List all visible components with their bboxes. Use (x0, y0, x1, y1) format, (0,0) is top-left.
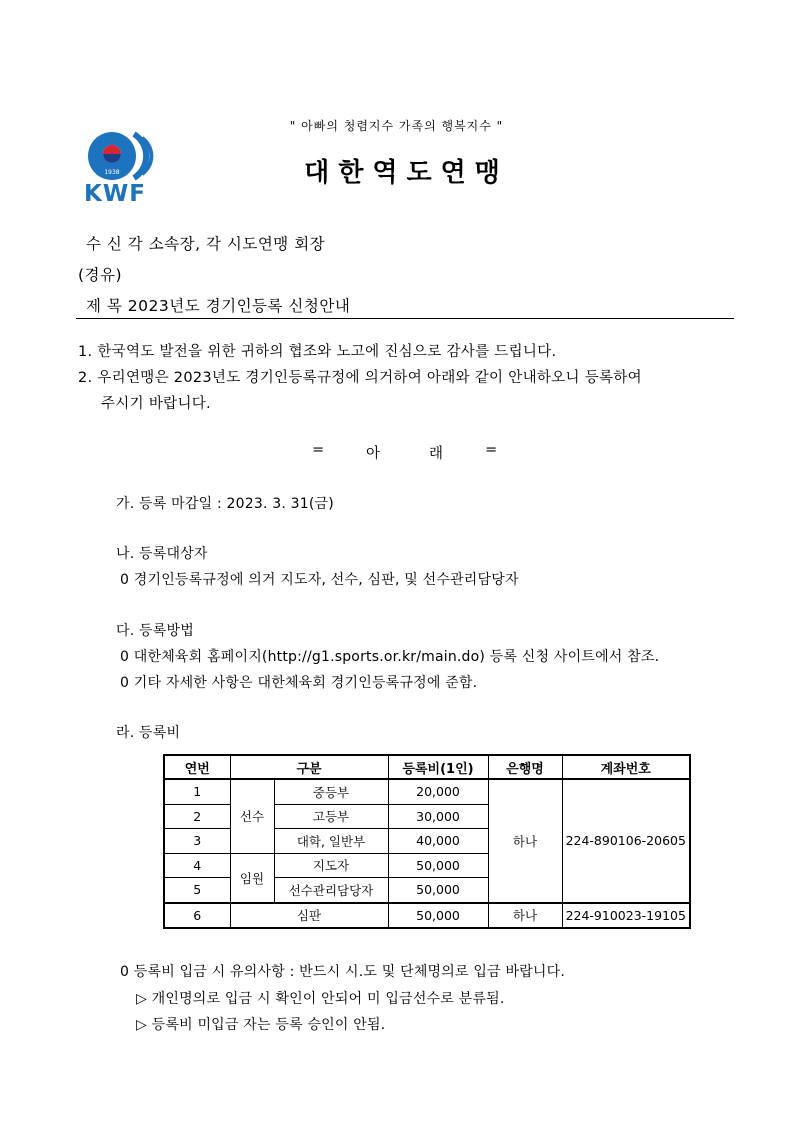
note-main: 0 등록비 입금 시 유의사항 : 반드시 시.도 및 단체명의로 입금 바랍니다. (120, 964, 566, 980)
header-bank: 은행명 (488, 755, 562, 779)
group-staff: 임원 (230, 853, 274, 903)
row-no: 3 (164, 829, 230, 854)
row-category: 선수관리담당자 (274, 878, 388, 903)
header-category: 구분 (230, 755, 388, 779)
organization-name: 대한역도연맹 (304, 158, 509, 188)
row-fee: 20,000 (388, 779, 488, 804)
section-ga-deadline: 가. 등록 마감일 : 2023. 3. 31(금) (116, 496, 334, 512)
header-fee: 등록비(1인) (388, 755, 488, 779)
section-na-item: 0 경기인등록규정에 의거 지도자, 선수, 심판, 및 선수관리담당자 (120, 572, 519, 588)
section-da-title: 다. 등록방법 (116, 623, 194, 639)
header-account: 계좌번호 (562, 755, 690, 779)
row-no: 6 (164, 903, 230, 929)
logo-year: 1938 (104, 169, 120, 176)
row-fee: 50,000 (388, 878, 488, 903)
row-no: 2 (164, 804, 230, 829)
row-category: 심판 (230, 903, 388, 929)
paragraph-2-line-1: 2. 우리연맹은 2023년도 경기인등록규정에 의거하여 아래와 같이 안내하오니 등록하여 (78, 370, 642, 386)
section-ra-title: 라. 등록비 (116, 725, 181, 741)
row-no: 5 (164, 878, 230, 903)
row-fee: 50,000 (388, 903, 488, 929)
paragraph-2-line-2: 주시기 바랍니다. (101, 396, 211, 412)
account-main: 224-890106-20605 (562, 779, 690, 903)
subject-line: 제 목 2023년도 경기인등록 신청안내 (86, 297, 351, 315)
section-da-item-1: 0 대한체육회 홈페이지(http://g1.sports.or.kr/main.do) 등록 신청 사이트에서 참조. (120, 649, 660, 665)
header-no: 연번 (164, 755, 230, 779)
notice-eq-right: = (485, 442, 498, 458)
note-sub-2: ▷ 등록비 미입금 자는 등록 승인이 안됨. (136, 1017, 386, 1033)
bank-main: 하나 (488, 779, 562, 903)
slogan: " 아빠의 청렴지수 가족의 행복지수 " (289, 119, 504, 133)
row-category: 고등부 (274, 804, 388, 829)
section-da-item-2: 0 기타 자세한 사항은 대한체육회 경기인등록규정에 준함. (120, 675, 478, 691)
row-no: 1 (164, 779, 230, 804)
group-athlete: 선수 (230, 779, 274, 853)
row-category: 지도자 (274, 853, 388, 878)
table-row (164, 903, 690, 929)
notice-eq-left: = (312, 442, 325, 458)
section-na-title: 나. 등록대상자 (116, 546, 208, 562)
row-bank: 하나 (488, 903, 562, 929)
via-line: (경유) (78, 266, 123, 284)
row-category: 대학, 일반부 (274, 829, 388, 854)
row-account: 224-910023-19105 (562, 903, 690, 929)
paragraph-1: 1. 한국역도 발전을 위한 귀하의 협조와 노고에 진심으로 감사를 드립니다. (78, 344, 557, 360)
row-category: 중등부 (274, 779, 388, 804)
row-fee: 50,000 (388, 853, 488, 878)
notice-word-2: 래 (429, 446, 444, 462)
table-row (164, 779, 690, 804)
recipient-line: 수 신 각 소속장, 각 시도연맹 회장 (86, 235, 326, 253)
table-header-row (164, 755, 690, 779)
row-fee: 30,000 (388, 804, 488, 829)
logo-text: KWF (84, 181, 146, 207)
note-sub-1: ▷ 개인명의로 입금 시 확인이 안되어 미 입금선수로 분류됨. (136, 991, 505, 1007)
header-divider (76, 318, 734, 319)
row-fee: 40,000 (388, 829, 488, 854)
row-no: 4 (164, 853, 230, 878)
fee-table (163, 754, 691, 929)
notice-word-1: 아 (366, 446, 381, 462)
